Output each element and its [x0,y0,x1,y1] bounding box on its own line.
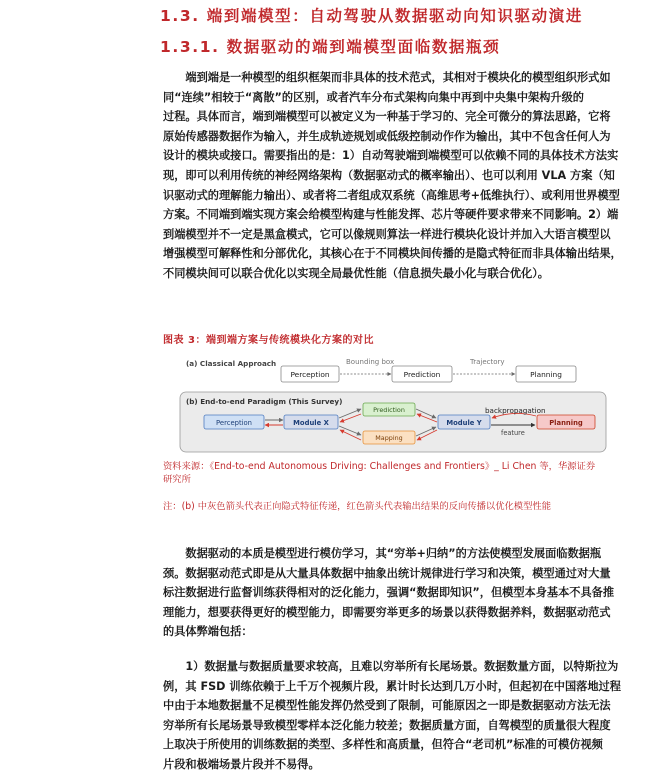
end-to-end-panel [180,392,606,452]
paragraph-data-driven-essence [163,544,633,642]
text-line: 识驱动式的理解能力输出）、或者将二者组成双系统（高维思考+低维执行）、或利用世界模型 [163,188,620,202]
text-line: 现，即可以利用传统的神经网络架构（数据驱动式的概率输出）、也可以利用 VLA 方案（知 [163,168,615,182]
comparison-diagram [178,352,612,456]
section-heading-1-3-1: 1.3.1. 数据驱动的端到端模型面临数据瓶颈 [160,38,501,56]
classical-approach-panel [186,358,576,382]
figure-source-line-1: 资料来源：《End-to-end Autonomous Driving: Challenges and Frontiers》_ Li Chen 等，华源证券 [163,461,596,472]
mapping-label: Mapping [375,434,403,442]
classical-title: (a) Classical Approach [186,359,277,368]
text-line: 原始传感器数据作为输入，并生成轨迹规划或低级控制动作作为输出，其中不包含任何人为 [163,129,611,143]
text-line: 到端模型并不一定是黑盒模式，它可以像规则算法一样进行模块化设计并加入大语言模型以 [163,227,611,241]
bounding-box-label: Bounding box [346,358,395,366]
comparison-figure [178,352,612,456]
text-line: 标注数据进行监督训练获得相对的泛化能力，强调“数据即知识”，但模型本身基本不具备推 [163,586,615,600]
section-heading-1-3: 1.3. 端到端模型：自动驾驶从数据驱动向知识驱动演进 [160,7,583,25]
text-line: 中由于本地数据量不足模型性能发挥仍然受到了限制，可能原因之一即是数据驱动方法无法 [163,699,611,713]
text-line: 端到端是一种模型的组织框架而非具体的技术范式，其相对于模块化的模型组织形式如 [163,71,611,84]
module-x-label: Module X [293,419,329,427]
trajectory-label: Trajectory [470,358,505,366]
text-line: 理能力，想要获得更好的模型能力，即需要穷举更多的场景以获得数据养料，数据驱动范式 [163,605,611,619]
module-y-label: Module Y [446,419,482,427]
text-line: 数据驱动的本质是模型进行模仿学习，其“穷举+归纳”的方法使模型发展面临数据瓶 [163,547,602,560]
text-line: 穷举所有长尾场景导致模型零样本泛化能力较差；数据质量方面，自驾模型的质量很大程度 [163,718,611,732]
text-line: 颈。数据驱动范式即是从大量具体数据中抽象出统计规律进行学习和决策，模型通过对大量 [163,566,611,580]
classical-planning-label: Planning [530,370,562,379]
paragraph-data-requirements [163,657,633,775]
text-line: 例，其 FSD 训练依赖于上千万个视频片段，累计时长达到几万小时，但起初在中国落地过程 [163,679,621,693]
text-line: 不同模块间可以联合优化以实现全局最优性能（信息损失最小化与联合优化）。 [163,266,549,280]
figure-caption: 图表 3：端到端方案与传统模块化方案的对比 [163,335,374,346]
figure-source-line-2: 研究所 [163,474,191,485]
text-line: 的具体弊端包括： [163,625,253,639]
classical-perception-label: Perception [290,370,330,379]
text-line: 片段和极端场景片段并不易得。 [163,757,320,771]
figure-note: 注：(b) 中灰色箭头代表正向隐式特征传递，红色箭头代表输出结果的反向传播以优化模型性能 [163,501,551,512]
text-line: 增强模型可解释性和分部优化，其核心在于不同模块间传播的是隐式特征而非具体输出结果， [163,247,622,261]
text-line: 1）数据量与数据质量要求较高，且难以穷举所有长尾场景。数据数量方面，以特斯拉为 [163,660,619,673]
end-to-end-title: (b) End-to-end Paradigm (This Survey) [186,397,343,406]
text-line: 设计的模块或接口。需要指出的是：1）自动驾驶端到端模型可以依赖不同的具体技术方法实 [163,149,619,163]
text-line: 上取决于所使用的训练数据的类型、多样性和高质量，但符合“老司机”标准的可模仿视频 [163,738,603,752]
feature-label: feature [501,429,525,437]
text-line: 方案。不同端到端实现方案会给模型构建与性能发挥、芯片等硬件要求带来不同影响。2）端 [163,208,619,222]
backpropagation-label: backpropagation [485,406,546,415]
text-line: 过程。具体而言，端到端模型可以被定义为一种基于学习的、完全可微分的算法思路，它将 [163,110,611,124]
classical-prediction-label: Prediction [403,370,441,379]
paragraph-end-to-end-definition [163,68,633,284]
e2e-planning-label: Planning [549,419,583,427]
e2e-perception-label: Perception [216,419,252,427]
text-line: 同“连续”相较于“离散”的区别，或者汽车分布式架构向集中再到中央集中架构升级的 [163,90,584,104]
e2e-prediction-label: Prediction [373,406,405,414]
